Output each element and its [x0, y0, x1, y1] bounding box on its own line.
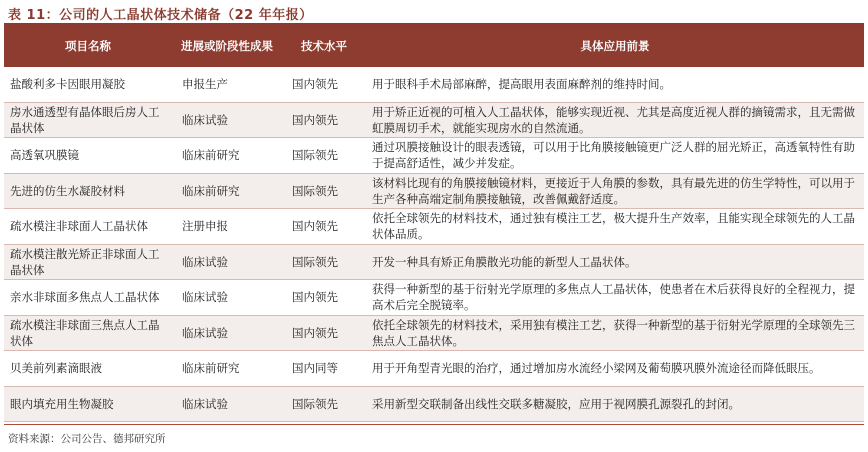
cell-level: 国内领先 [282, 209, 366, 245]
table-title: 表 11：公司的人工晶状体技术储备（22 年年报） [8, 8, 313, 23]
cell-status: 临床试验 [172, 280, 282, 316]
header-project-name: 项目名称 [4, 25, 172, 67]
table-row [4, 173, 864, 209]
cell-level: 国内同等 [282, 351, 366, 387]
cell-application: 依托全球领先的材料技术，采用独有模注工艺，获得一种新型的基于衍射光学原理的全球领先三焦点人工晶状体。 [366, 315, 864, 351]
cell-status: 临床试验 [172, 386, 282, 422]
cell-status: 临床前研究 [172, 351, 282, 387]
cell-name: 贝美前列素滴眼液 [4, 351, 172, 387]
cell-name: 疏水模注非球面人工晶状体 [4, 209, 172, 245]
cell-status: 注册申报 [172, 209, 282, 245]
cell-status: 临床试验 [172, 102, 282, 138]
header-progress: 进展或阶段性成果 [172, 25, 282, 67]
cell-level: 国内领先 [282, 315, 366, 351]
table-row [4, 351, 864, 387]
cell-status: 临床前研究 [172, 173, 282, 209]
cell-level: 国内领先 [282, 102, 366, 138]
cell-level: 国内领先 [282, 280, 366, 316]
cell-level: 国际领先 [282, 138, 366, 174]
cell-name: 高透氧巩膜镜 [4, 138, 172, 174]
footer-rule [4, 424, 864, 425]
cell-application: 采用新型交联制备出线性交联多糖凝胶，应用于视网膜孔源裂孔的封闭。 [366, 386, 864, 422]
table-row [4, 244, 864, 280]
cell-name: 眼内填充用生物凝胶 [4, 386, 172, 422]
tech-reserve-table [4, 25, 864, 422]
cell-application: 该材料比现有的角膜接触镜材料，更接近于人角膜的参数，具有最先进的仿生学特性，可以用于生产各种高端定制角膜接触镜，改善佩戴舒适度。 [366, 173, 864, 209]
cell-application: 用于眼科手术局部麻醉，提高眼用表面麻醉剂的维持时间。 [366, 67, 864, 102]
cell-name: 先进的仿生水凝胶材料 [4, 173, 172, 209]
cell-name: 房水通透型有晶体眼后房人工晶状体 [4, 102, 172, 138]
cell-status: 临床试验 [172, 315, 282, 351]
cell-level: 国际领先 [282, 244, 366, 280]
table-row [4, 102, 864, 138]
table-row [4, 315, 864, 351]
cell-application: 通过巩膜接触设计的眼表透镜，可以用于比角膜接触镜更广泛人群的屈光矫正，高透氧特性有助于提高舒适性，减少并发症。 [366, 138, 864, 174]
cell-application: 依托全球领先的材料技术，通过独有模注工艺，极大提升生产效率，且能实现全球领先的人工晶状体品质。 [366, 209, 864, 245]
cell-status: 临床前研究 [172, 138, 282, 174]
cell-status: 申报生产 [172, 67, 282, 102]
table-row [4, 386, 864, 422]
cell-level: 国际领先 [282, 173, 366, 209]
cell-name: 疏水模注散光矫正非球面人工晶状体 [4, 244, 172, 280]
cell-status: 临床试验 [172, 244, 282, 280]
cell-level: 国际领先 [282, 386, 366, 422]
cell-application: 用于开角型青光眼的治疗，通过增加房水流经小梁网及葡萄膜巩膜外流途径而降低眼压。 [366, 351, 864, 387]
cell-application: 获得一种新型的基于衍射光学原理的多焦点人工晶状体，使患者在术后获得良好的全程视力，提高术后完全脱镜率。 [366, 280, 864, 316]
table-row [4, 67, 864, 102]
cell-name: 盐酸利多卡因眼用凝胶 [4, 67, 172, 102]
table-row [4, 209, 864, 245]
cell-application: 开发一种具有矫正角膜散光功能的新型人工晶状体。 [366, 244, 864, 280]
cell-level: 国内领先 [282, 67, 366, 102]
header-row [4, 25, 864, 67]
source-note: 资料来源：公司公告、德邦研究所 [8, 433, 166, 445]
header-application: 具体应用前景 [366, 25, 864, 67]
table-row [4, 280, 864, 316]
cell-name: 疏水模注非球面三焦点人工晶状体 [4, 315, 172, 351]
table-row [4, 138, 864, 174]
cell-name: 亲水非球面多焦点人工晶状体 [4, 280, 172, 316]
cell-application: 用于矫正近视的可植入人工晶状体，能够实现近视、尤其是高度近视人群的摘镜需求，且无需做虹膜周切手术，就能实现房水的自然流通。 [366, 102, 864, 138]
header-tech-level: 技术水平 [282, 25, 366, 67]
